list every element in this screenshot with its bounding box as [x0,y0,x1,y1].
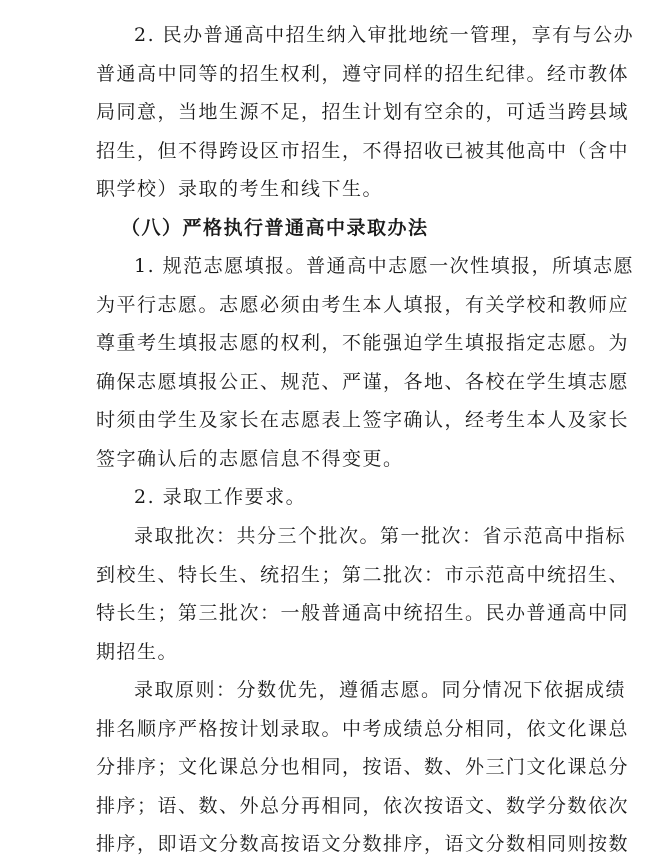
text-line: 签字确认后的志愿信息不得变更。 [96,447,404,470]
text-line: 排名顺序严格按计划录取。中考成绩总分相同，依文化课总 [96,717,630,740]
text-line: 到校生、特长生、统招生；第二批次：市示范高中统招生、 [96,563,630,586]
text-line: 排序，即语文分数高按语文分数排序，语文分数相同则按数 [96,833,630,855]
paragraph-private-school-enrollment [96,16,635,209]
text-line: 1. 规范志愿填报。普通高中志愿一次性填报，所填志愿 [134,255,635,277]
text-line: 分排序；文化课总分也相同，按语、数、外三门文化课总分 [96,756,630,778]
text-line: 录取原则：分数优先，遵循志愿。同分情况下依据成绩 [134,679,627,701]
section-heading: （八）严格执行普通高中录取办法 [121,217,429,239]
paragraph-admission-batches [96,517,630,671]
paragraph-admission-requirements [96,478,566,517]
text-line: 确保志愿填报公正、规范、严谨，各地、各校在学生填志愿 [96,370,630,393]
text-line: 特长生；第三批次：一般普通高中统招生。民办普通高中同 [96,602,630,624]
text-line: 招生，但不得跨设区市招生，不得招收已被其他高中（含中 [96,139,630,162]
paragraph-application-filling [96,247,635,478]
text-line: 2. 录取工作要求。 [134,486,307,508]
text-line: 职学校）录取的考生和线下生。 [96,178,384,200]
text-line: 录取批次：共分三个批次。第一批次：省示范高中指标 [134,525,627,547]
text-line: 普通高中同等的招生权利，遵守同样的招生纪律。经市教体 [96,62,630,85]
text-line: 为平行志愿。志愿必须由考生本人填报，有关学校和教师应 [96,293,630,316]
text-line: 期招生。 [96,640,179,663]
text-line: 局同意，当地生源不足，招生计划有空余的，可适当跨县域 [96,101,630,123]
text-line: 2. 民办普通高中招生纳入审批地统一管理，享有与公办 [134,24,635,46]
text-line: 排序；语、数、外总分再相同，依次按语文、数学分数依次 [96,794,630,817]
text-line: 时须由学生及家长在志愿表上签字确认，经考生本人及家长 [96,409,630,431]
text-line: 尊重考生填报志愿的权利，不能强迫学生填报指定志愿。为 [96,332,630,354]
paragraph-admission-principles [96,671,630,864]
